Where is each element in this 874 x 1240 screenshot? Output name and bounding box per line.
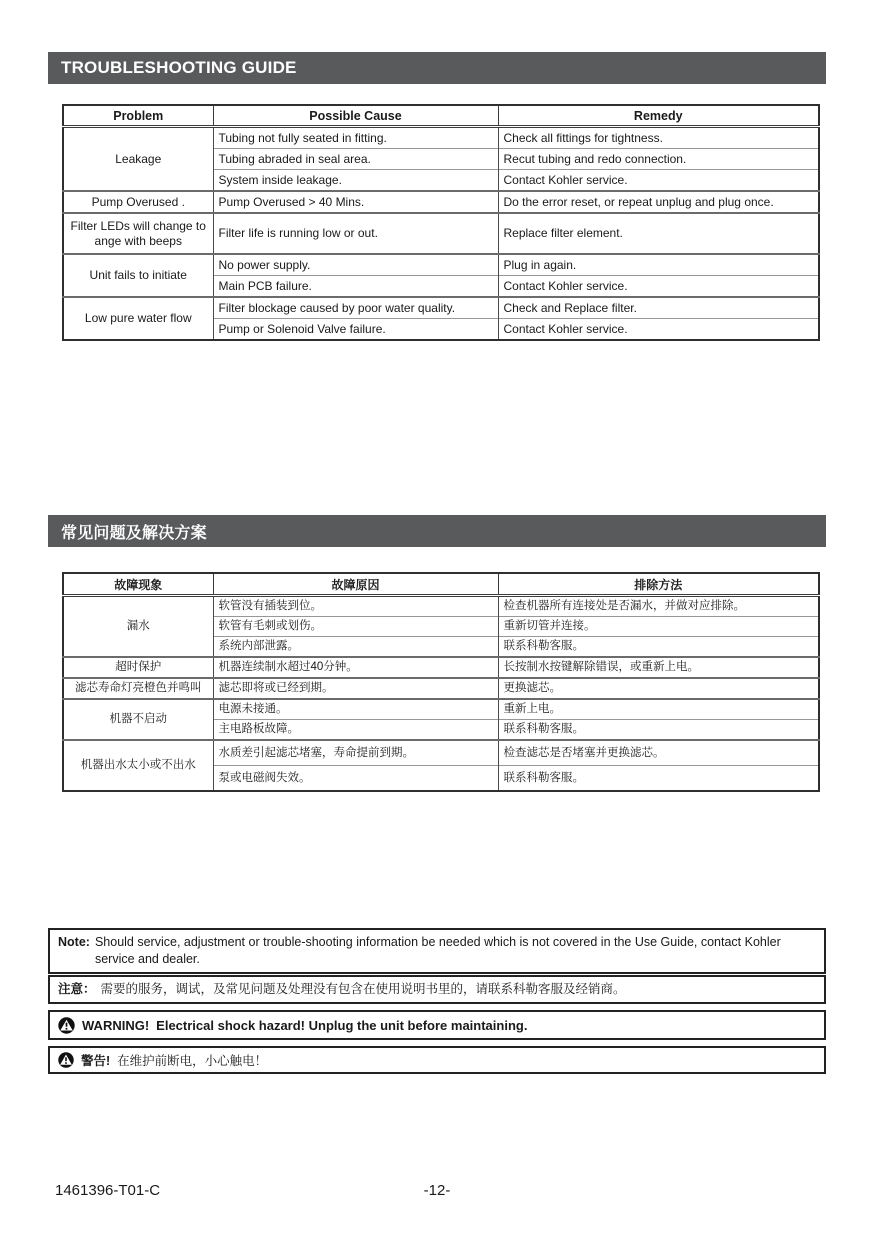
remedy-cell: 联系科勒客服。 xyxy=(498,637,819,658)
warning-box-zh xyxy=(48,1046,826,1074)
cause-cell: 泵或电磁阀失效。 xyxy=(213,766,498,792)
problem-cell: Filter LEDs will change to ange with beeps xyxy=(63,213,213,254)
cause-cell: 水质差引起滤芯堵塞，寿命提前到期。 xyxy=(213,740,498,766)
cause-cell: 滤芯即将或已经到期。 xyxy=(213,678,498,699)
cause-cell: Tubing not fully seated in fitting. xyxy=(213,127,498,149)
table-row xyxy=(63,699,819,720)
remedy-cell: 长按制水按键解除错误，或重新上电。 xyxy=(498,657,819,678)
cause-cell: 软管有毛刺或划伤。 xyxy=(213,617,498,637)
problem-cell: Low pure water flow xyxy=(63,297,213,340)
cause-cell: 主电路板故障。 xyxy=(213,720,498,741)
section-header-troubleshooting-guide xyxy=(48,52,826,84)
cause-cell: 软管没有插装到位。 xyxy=(213,596,498,617)
cause-cell: 电源未接通。 xyxy=(213,699,498,720)
problem-cell: 漏水 xyxy=(63,596,213,658)
table-header-row xyxy=(63,105,819,127)
remedy-cell: 联系科勒客服。 xyxy=(498,720,819,741)
cause-cell: Filter blockage caused by poor water quality. xyxy=(213,297,498,319)
warning-text-zh: 在维护前断电，小心触电！ xyxy=(117,1054,268,1068)
table-row xyxy=(63,678,819,699)
problem-cell: Unit fails to initiate xyxy=(63,254,213,297)
table-header-row xyxy=(63,573,819,596)
cause-cell: 系统内部泄露。 xyxy=(213,637,498,658)
remedy-cell: Check and Replace filter. xyxy=(498,297,819,319)
troubleshooting-table-en xyxy=(62,104,820,341)
remedy-cell: 更换滤芯。 xyxy=(498,678,819,699)
document-number: 1461396-T01-C xyxy=(55,1182,161,1199)
problem-cell: 机器不启动 xyxy=(63,699,213,740)
column-header-cause-zh: 故障原因 xyxy=(213,573,498,596)
remedy-cell: Do the error reset, or repeat unplug and plug once. xyxy=(498,191,819,213)
remedy-cell: 联系科勒客服。 xyxy=(498,766,819,792)
table-row xyxy=(63,213,819,254)
table-row xyxy=(63,596,819,617)
page-number: -12- xyxy=(423,1182,451,1199)
table-row xyxy=(63,127,819,149)
warning-label-en: WARNING! xyxy=(82,1017,150,1033)
column-header-remedy-zh: 排除方法 xyxy=(498,573,819,596)
note-box-zh xyxy=(48,975,826,1004)
warning-icon xyxy=(58,1052,74,1068)
note-text-zh: 需要的服务，调试，及常见问题及处理没有包含在使用说明书里的，请联系科勒客服及经销商。 xyxy=(100,982,626,996)
table-row xyxy=(63,254,819,276)
cause-cell: Tubing abraded in seal area. xyxy=(213,149,498,170)
remedy-cell: Recut tubing and redo connection. xyxy=(498,149,819,170)
troubleshooting-table-zh xyxy=(62,572,820,792)
cause-cell: Pump Overused > 40 Mins. xyxy=(213,191,498,213)
section-header-faq-zh xyxy=(48,515,826,547)
remedy-cell: Contact Kohler service. xyxy=(498,170,819,192)
remedy-cell: Contact Kohler service. xyxy=(498,319,819,341)
problem-cell: Pump Overused . xyxy=(63,191,213,213)
section-title-en: TROUBLESHOOTING GUIDE xyxy=(61,58,297,77)
table-row xyxy=(63,191,819,213)
cause-cell: Filter life is running low or out. xyxy=(213,213,498,254)
problem-cell: 机器出水太小或不出水 xyxy=(63,740,213,791)
warning-icon xyxy=(58,1017,75,1034)
remedy-cell: Plug in again. xyxy=(498,254,819,276)
problem-cell: 超时保护 xyxy=(63,657,213,678)
cause-cell: Pump or Solenoid Valve failure. xyxy=(213,319,498,341)
table-row xyxy=(63,297,819,319)
section-title-zh: 常见问题及解决方案 xyxy=(61,524,207,542)
cause-cell: System inside leakage. xyxy=(213,170,498,192)
table-row xyxy=(63,740,819,766)
remedy-cell: Contact Kohler service. xyxy=(498,276,819,298)
column-header-problem-zh: 故障现象 xyxy=(63,573,213,596)
cause-cell: No power supply. xyxy=(213,254,498,276)
note-label-zh: 注意： xyxy=(58,982,96,996)
column-header-problem: Problem xyxy=(63,105,213,127)
note-box-en xyxy=(48,928,826,974)
remedy-cell: Replace filter element. xyxy=(498,213,819,254)
cause-cell: Main PCB failure. xyxy=(213,276,498,298)
note-label-en: Note: xyxy=(58,935,90,949)
remedy-cell: 检查机器所有连接处是否漏水，并做对应排除。 xyxy=(498,596,819,617)
cause-cell: 机器连续制水超过40分钟。 xyxy=(213,657,498,678)
column-header-cause: Possible Cause xyxy=(213,105,498,127)
remedy-cell: 重新上电。 xyxy=(498,699,819,720)
remedy-cell: Check all fittings for tightness. xyxy=(498,127,819,149)
column-header-remedy: Remedy xyxy=(498,105,819,127)
warning-text-en: Electrical shock hazard! Unplug the unit before maintaining. xyxy=(156,1017,528,1033)
remedy-cell: 检查滤芯是否堵塞并更换滤芯。 xyxy=(498,740,819,766)
warning-box-en xyxy=(48,1010,826,1040)
problem-cell: Leakage xyxy=(63,127,213,192)
note-text-en: Should service, adjustment or trouble-shooting information be needed which is not covered in the Use Guide, contact Kohler service and dealer. xyxy=(94,935,781,966)
table-row xyxy=(63,657,819,678)
warning-label-zh: 警告! xyxy=(81,1054,111,1068)
problem-cell: 滤芯寿命灯亮橙色并鸣叫 xyxy=(63,678,213,699)
remedy-cell: 重新切管并连接。 xyxy=(498,617,819,637)
